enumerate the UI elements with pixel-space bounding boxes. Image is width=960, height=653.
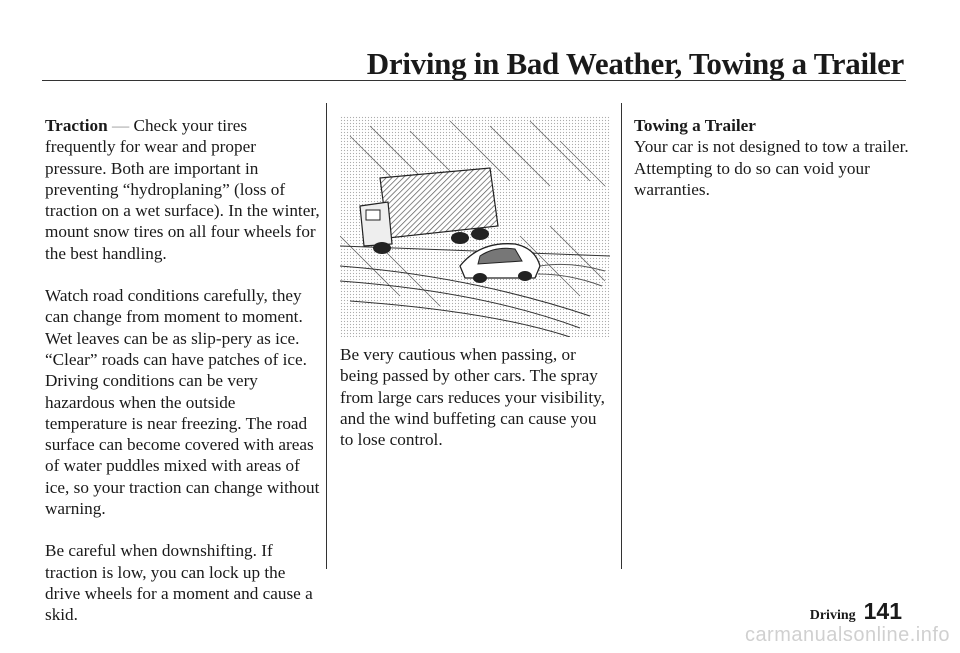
header-rule bbox=[42, 80, 906, 81]
towing-paragraph: Your car is not designed to tow a trailer. Attempting to do so can void your warranties. bbox=[634, 137, 909, 199]
column-divider-left bbox=[326, 103, 327, 569]
page-footer bbox=[810, 598, 902, 625]
traction-text: Check your tires frequently for wear and proper pressure. Both are important in preventing “hydroplaning” (loss of traction on a wet surface). In the winter, mount snow tires on all four wheels for the best handling. bbox=[45, 116, 320, 263]
page-title: Driving in Bad Weather, Towing a Trailer bbox=[366, 46, 904, 81]
column-divider-right bbox=[621, 103, 622, 569]
column-towing bbox=[634, 115, 914, 221]
road-conditions-paragraph: Watch road conditions carefully, they can change from moment to moment. Wet leaves can be as slip-pery as ice. “Clear” roads can have patches of ice. Driving conditions can be very hazardous when the outside temperature is near freezing. The road surface can become covered with areas of water puddles mixed with areas of ice, so your traction can change without warning. bbox=[45, 286, 320, 519]
traction-paragraph bbox=[45, 115, 320, 264]
watermark: carmanualsonline.info bbox=[744, 624, 950, 646]
footer-section-name: Driving bbox=[809, 608, 856, 623]
column-traction bbox=[45, 115, 320, 647]
downshifting-paragraph: Be careful when downshifting. If traction is low, you can lock up the drive wheels for a moment and cause a skid. bbox=[45, 541, 313, 625]
column-passing bbox=[340, 344, 610, 471]
page-number: 141 bbox=[863, 598, 902, 624]
traction-run-in-heading: Traction bbox=[45, 116, 108, 135]
rain-truck-car-illustration bbox=[340, 116, 610, 337]
em-dash: — bbox=[112, 116, 130, 135]
towing-heading: Towing a Trailer bbox=[634, 116, 756, 135]
passing-paragraph: Be very cautious when passing, or being passed by other cars. The spray from large cars reduces your visibility, and the wind buffeting can cause you to lose control. bbox=[340, 345, 605, 450]
